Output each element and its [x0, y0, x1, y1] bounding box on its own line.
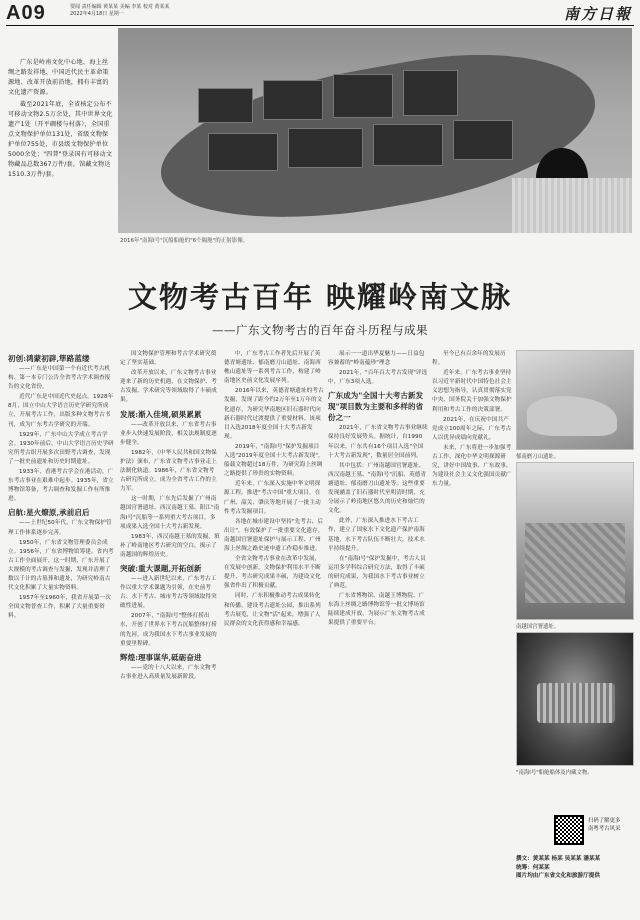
body-paragraph: 2021年，广东省文物考古事业继续保持良好发展势头。据统计，自1990年以来，广东共有16个项目入选"全国十大考古新发现"，数量居全国前列。 — [328, 425, 428, 459]
body-paragraph: 中，广东考古工作者先后开展了英德青塘遗址、郁南磨刀山遗址、南海西樵山遗址等一系列考古工作，构建了岭南地区史前文化发展序列。 — [224, 351, 321, 385]
qr-code-icon[interactable] — [554, 815, 584, 845]
stair-platform — [512, 178, 632, 233]
body-paragraph: 近代广东是中国近代史起点。1928年8月，国立中山大学语言历史学研究所成立，开展考古工作，出版多种文物考古书刊，成为广东考古学研究的开端。 — [8, 394, 114, 428]
text-column-3 — [224, 350, 324, 915]
body-paragraph: 1950年，广东省文物管理委员会成立。1956年，广东省博物馆筹建，省内考古工作全面展开。这一时期，广东开展了大规模的考古调查与发掘，发现并清理了数以千计的古墓葬和遗址，为研究岭南古代文化积累了大量实物资料。 — [8, 539, 114, 592]
body-paragraph: 其中包括：广州南越国宫署遗址、西汉南越王墓、"南海Ⅰ号"沉船、英德青塘遗址、郁南磨刀山遗址等。这些重要发现涵盖了旧石器时代至明清时期，充分展示了岭南地区悠久的历史和灿烂的文化。 — [328, 462, 427, 515]
body-paragraph: 国文物保护管理和考古学术研究奠定了坚实基础。 — [120, 351, 217, 367]
body-paragraph: 近年来，广东深入实施中华文明探源工程，推进"考古中国"重大项目，在广州、韶关、肇庆等地开展了一批主动性考古发掘项目。 — [224, 481, 321, 515]
body-paragraph: 2007年，"南海Ⅰ号"整体打捞出水，开创了世界水下考古沉船整体打捞的先河，成为我国水下考古事业发展的重要里程碑。 — [120, 613, 217, 647]
body-paragraph: 同时，广东积极推动考古成果转化和传播，建设考古遗址公园，推出系列考古展览，让文物"活"起来，增强了人民群众的文化获得感和幸福感。 — [224, 593, 321, 627]
text-column-5 — [432, 350, 512, 915]
body-paragraph: 1983年，西汉南越王墓的发掘，填补了岭南地区考古研究的空白，揭示了南越国的辉煌历史。 — [120, 533, 220, 558]
body-paragraph: 1933年，香港考古学会在港活动，广东考古事业在艰难中起步。1935年，省立博物馆筹备，考古调查和发掘工作有所推进。 — [8, 469, 114, 503]
section-heading: 广东成为"全国十大考古新发现"项目数为主要和多样的省份之一 — [328, 391, 424, 423]
photo-caption-2: 南越国宫署遗址。 — [516, 624, 560, 630]
credits-photo: 图片均由广东省文化和旅游厅提供 — [516, 873, 600, 879]
section-heading: 辉煌:理事谋华,砥砺奋进 — [120, 652, 202, 662]
intro-paragraph: 广东是岭南文化中心地、海上丝绸之路发祥地、中国近代民主革命策源地、改革开放前沿地，拥有丰富的文化遗产资源。 — [8, 59, 109, 96]
qr-text-line: 南粤考古风采 — [588, 826, 621, 832]
body-paragraph: 未来，广东将进一步加强考古工作，深化中华文明探源研究，讲好中国故事、广东故事，为建设社会主义文化强国贡献广东力量。 — [432, 444, 512, 488]
section-heading: 启航:星火燎原,承前启后 — [8, 508, 90, 518]
section-heading: 初创:鸿蒙初辟,筚路蓝缕 — [8, 354, 90, 363]
intro-sidebar — [8, 58, 114, 182]
section-heading: 发展:渐入佳境,硕果累累 — [120, 409, 202, 419]
body-paragraph: 此外，广东深入推进水下考古工作，建立了国家水下文化遗产保护南海基地，水下考古队伍不断壮大，技术水平持续提升。 — [328, 518, 425, 552]
body-paragraph: ——党的十八大以来，广东文物考古事业进入高质量发展新阶段。 — [120, 664, 217, 680]
cargo-stack — [537, 683, 615, 723]
body-paragraph: 在"南海Ⅰ号"保护发掘中，考古人员运用多学科综合研究方法，取得了丰硕的研究成果，为我国水下考古事业树立了典范。 — [328, 555, 426, 589]
excavation-bay — [333, 74, 393, 118]
section-heading: 突破:重大课题,开拓创新 — [120, 563, 202, 573]
header-rule — [6, 25, 634, 26]
body-paragraph: 各地在城市建设中坚持"先考古、后出让"，有效保护了一批重要文化遗存。南越国宫署遗址保护与展示工程、广州海上丝绸之路史迹申遗工作稳步推进。 — [224, 518, 324, 552]
body-paragraph: ——广东是中国第一个有近代考古机构、第一本专门公告全省考古学术调查报告的文化省份。 — [8, 366, 111, 391]
body-paragraph: ——改革开放以来，广东省考古事业步入快速发展阶段，相关法规制度逐步健全。 — [120, 421, 217, 446]
subheadline: ——广东文物考古的百年奋斗历程与成果 — [212, 323, 428, 337]
header-meta — [70, 4, 170, 18]
newspaper-masthead: 南方日報 — [563, 5, 632, 23]
qr-text — [588, 817, 620, 833]
excavation-bay — [373, 124, 443, 166]
photo-caption-3: "南海Ⅰ号"船舱船体及内藏文物。 — [516, 770, 593, 776]
body-paragraph: 至今已有百余年的发展历程。 — [432, 351, 506, 367]
excavation-bay — [403, 70, 458, 116]
excavation-bay — [453, 120, 513, 160]
header-meta-date: 2022年4月18日 星期一 — [70, 11, 124, 17]
main-photo-caption: 2016年"南海Ⅰ号"沉船船舱的"6个隔舱"的正射影像。 — [120, 238, 249, 244]
photo-nanyue-palace — [516, 462, 634, 620]
headline: 文物考古百年 映耀岭南文脉 — [127, 280, 513, 314]
page-header — [0, 0, 640, 24]
excavation-bay — [208, 133, 278, 171]
text-column-4 — [328, 350, 428, 915]
credits-writers: 撰文：黄某某 杨某 吴某某 潘某某 — [516, 856, 601, 862]
body-paragraph: ——上世纪50年代，广东文物保护管理工作体系逐步完善。 — [8, 520, 112, 536]
body-paragraph: ——进入新世纪以来，广东考古工作以重大学术课题为引领，在史前考古、水下考古、城市考古等领域取得突破性进展。 — [120, 575, 217, 610]
page-number: A09 — [6, 2, 46, 24]
body-paragraph: 全省文物考古事业在改革中发展，在发展中创新，文物保护利用水平不断提升，考古研究成果丰硕，为建设文化强省作出了积极贡献。 — [224, 556, 321, 590]
body-paragraph: 2016年以来，英德青塘遗址的考古发掘，发现了距今约2万年至1万年的文化遗存，为研究华南地区旧石器时代向新石器时代过渡提供了重要材料。该项目入选2018年度全国十大考古新发现。 — [224, 388, 324, 440]
body-paragraph: 这一时期，广东先后发掘了广州南越国宫署遗址、西汉南越王墓、阳江"南海Ⅰ号"沉船等一系列重大考古项目，多项成果入选全国十大考古新发现。 — [120, 496, 220, 530]
body-paragraph: 1957年至1960年，我省开展第一次全国文物普查工作，积累了大量重要资料。 — [8, 595, 111, 620]
body-paragraph: 改革开放以来，广东文物考古事业迎来了新的历史机遇，在文物保护、考古发掘、学术研究等领域取得了丰硕成果。 — [120, 370, 217, 404]
header-meta-editors: 要闻 责任编辑 黄某某 美编 李某 校对 黄某某 — [70, 4, 170, 10]
main-aerial-photo — [118, 28, 632, 233]
excavation-bay — [198, 88, 253, 123]
qr-text-line: 扫码了解更多 — [588, 818, 621, 824]
photo-caption-1: 郁南磨刀山遗址。 — [516, 454, 560, 460]
excavation-bay — [288, 128, 363, 168]
body-paragraph: 2021年，"百年百大考古发现"评选中，广东3项入选。 — [328, 370, 428, 386]
body-paragraph: 2019年，"南海Ⅰ号"保护发掘项目入选"2019年度全国十大考古新发现"，船载文物超过18万件，为研究海上丝绸之路提供了珍贵的实物资料。 — [224, 443, 324, 478]
body-paragraph: 展示一一道出华夏魅力——日益包容兼蓄的"岭南蕴珍"理念 — [328, 351, 425, 367]
article-credits — [516, 855, 634, 881]
body-paragraph: 2021年，在庆祝中国共产党成立100周年之际，广东考古人以优异成绩向党献礼。 — [432, 416, 512, 441]
body-paragraph: 1929年，广东中山大学成立考古学会。1930年前后，中山大学语言历史学研究所考古组开展多次田野考古调查，发现了一批史前遗址和历史时期遗址。 — [8, 431, 114, 465]
photo-nanhai-one — [516, 632, 634, 766]
body-paragraph: 1982年，《中华人民共和国文物保护法》颁布，广东省文物考古事业走上法制化轨道。1986年，广东省文物考古研究所成立，成为全省考古工作的主力军。 — [120, 449, 217, 493]
body-paragraph: 广东省博物馆、南越王博物院、广东海上丝绸之路博物馆等一批文博场馆陆续建成开放，为展示广东文物考古成果提供了重要平台。 — [328, 593, 425, 627]
text-column-1 — [8, 350, 116, 915]
photo-modaoshan — [516, 350, 634, 450]
intro-paragraph: 截至2021年底，全省核定公布不可移动文物2.5万余处，其中世界文化遗产1处（开平碉楼与村落），全国重点文物保护单位131处，省级文物保护单位755处，市县级文物保护单位5000余处；"四普"登录国有可移动文物藏品总数367万件/套，馆藏文物达1510.3万件/套。 — [8, 101, 113, 178]
credits-coordinator: 统筹：何某某 — [516, 864, 550, 871]
text-column-2 — [120, 350, 220, 915]
excavation-bay — [263, 80, 323, 120]
hill-shape — [527, 396, 617, 436]
excavation-pit — [525, 523, 625, 603]
body-paragraph: 近年来，广东考古事业坚持以习近平新时代中国特色社会主义思想为指导，认真贯彻落实党中央、国务院关于加强文物保护利用和考古工作的决策部署。 — [432, 370, 512, 413]
